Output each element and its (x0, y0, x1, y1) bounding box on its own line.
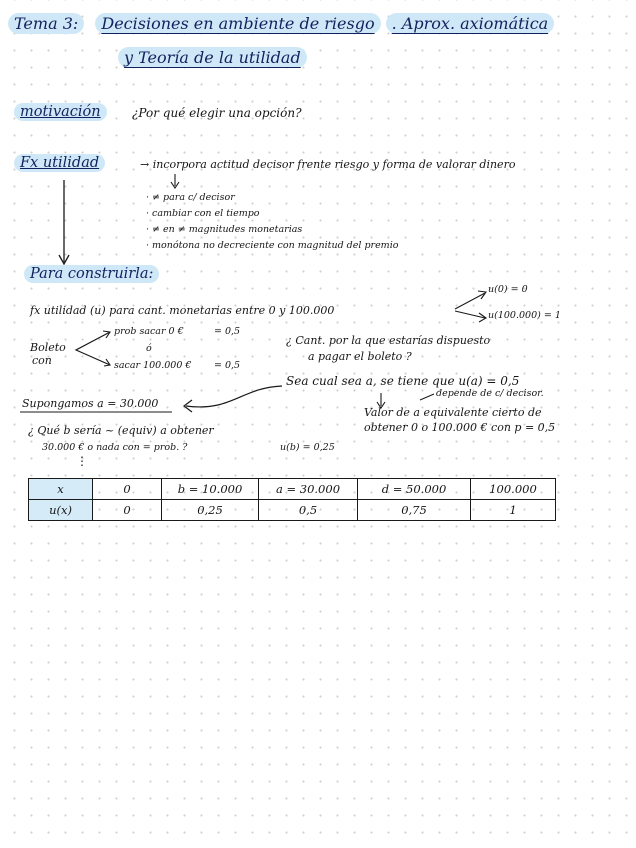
title-main (95, 13, 380, 34)
bullet-text: monótona no decreciente con magnitud del premio (152, 240, 399, 251)
fx-utilidad-label: Fx utilidad (14, 154, 105, 172)
bullet-item: · cambiar con el tiempo (146, 208, 260, 219)
table-row (29, 479, 556, 500)
q-cant: ¿ Cant. por la que estarías dispuesto (286, 334, 491, 347)
curved-arrow (186, 386, 282, 407)
title-line2 (118, 47, 307, 68)
table-cell: 1 (471, 500, 556, 521)
title-row-2 (118, 48, 307, 67)
table-cell: 0 (93, 500, 162, 521)
table-cell: 0,25 (162, 500, 259, 521)
table-cell: 100.000 (471, 479, 556, 500)
fx-bullets (146, 190, 398, 254)
valor-de-a: Valor de a equivalente cierto de (364, 406, 542, 419)
title-line2-text: y Teoría de la utilidad (124, 48, 301, 67)
q-b: ¿ Qué b sería ~ (equiv) a obtener (28, 424, 214, 437)
depende-arrow (420, 394, 434, 400)
bullet-item: · ≠ para c/ decisor (146, 192, 235, 203)
table-row (29, 500, 556, 521)
construir-label: Para construirla: (24, 265, 159, 283)
supongamos: Supongamos a = 30.000 (22, 397, 159, 410)
bullet-item: · monótona no decreciente con magnitud del premio (146, 240, 399, 251)
table-cell: b = 10.000 (162, 479, 259, 500)
table-cell: a = 30.000 (259, 479, 358, 500)
construir-heading (24, 266, 159, 282)
title-aprox-text: . Aprox. axiomática (391, 14, 549, 33)
tema-label: Tema 3: (8, 13, 84, 34)
fx-utilidad-desc: → incorpora actitud decisor frente riesgo y forma de valorar dinero (140, 158, 516, 171)
bullet-text: cambiar con el tiempo (152, 208, 260, 219)
u0-arrow (455, 293, 485, 309)
eq1: = 0,5 (214, 326, 241, 337)
fx-utilidad-heading (14, 155, 105, 171)
obtener-line: obtener 0 o 100.000 € con p = 0,5 (364, 421, 556, 434)
title-row-1 (8, 14, 554, 33)
q-pagar: a pagar el boleto ? (308, 350, 412, 363)
continuation-dots: ⋮ (76, 454, 88, 468)
u100-value: u(100.000) = 1 (488, 310, 561, 321)
sea-cual-sea: Sea cual sea a, se tiene que u(a) = 0,5 (286, 374, 520, 388)
o-label: ó (146, 343, 152, 354)
sacar-100000: sacar 100.000 € (114, 360, 192, 371)
ub-value: u(b) = 0,25 (280, 442, 335, 453)
bullet-item: · ≠ en ≠ magnitudes monetarias (146, 224, 303, 235)
boleto-brace (76, 332, 110, 365)
bullet-text: ≠ en ≠ magnitudes monetarias (152, 224, 303, 235)
table-cell: d = 50.000 (358, 479, 471, 500)
table-cell: 0 (93, 479, 162, 500)
q-b2: 30.000 € o nada con = prob. ? (42, 442, 188, 453)
title-aprox (386, 13, 555, 34)
prob-sacar: prob sacar 0 € (114, 326, 184, 337)
motivacion-label: motivación (14, 103, 107, 121)
construir-line: fx utilidad (u) para cant. monetarias entre 0 y 100.000 (30, 304, 335, 317)
con-label: con (32, 354, 52, 367)
table-cell: u(x) (29, 500, 93, 521)
u0-value: u(0) = 0 (488, 284, 528, 295)
depende: depende de c/ decisor. (436, 388, 544, 399)
table-cell: 0,5 (259, 500, 358, 521)
title-main-text: Decisiones en ambiente de riesgo (101, 14, 375, 33)
boleto-label: Boleto (30, 341, 66, 354)
motivacion-question: ¿Por qué elegir una opción? (132, 106, 302, 120)
eq2: = 0,5 (214, 360, 241, 371)
bullet-text: ≠ para c/ decisor (152, 192, 235, 203)
table-cell: x (29, 479, 93, 500)
motivacion-heading (14, 104, 107, 120)
table-cell: 0,75 (358, 500, 471, 521)
utility-table (28, 478, 556, 521)
